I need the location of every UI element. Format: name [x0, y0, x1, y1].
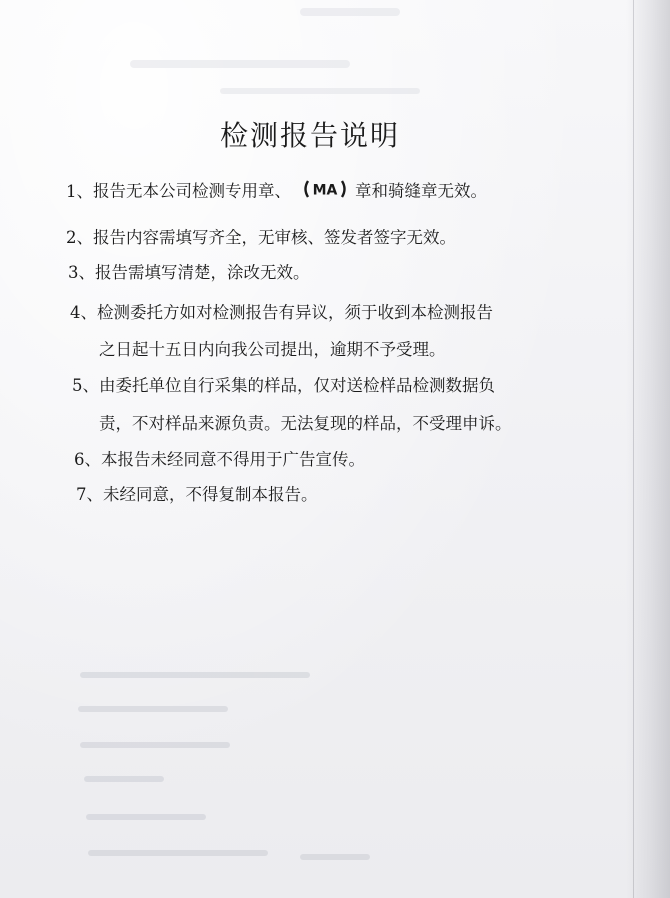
- notice-item-6: [74, 449, 365, 471]
- item-number: 1、: [66, 181, 93, 201]
- notice-item-2: [66, 227, 456, 249]
- svg-text:MA: MA: [312, 182, 338, 199]
- notice-item-3: [68, 262, 310, 284]
- item-number: 4、: [70, 303, 97, 322]
- item-text: 报告需填写清楚，涂改无效。: [95, 263, 310, 282]
- notice-item-4: [70, 302, 493, 324]
- item-text: 本报告未经同意不得用于广告宣传。: [101, 450, 365, 469]
- cma-seal-icon: [301, 178, 349, 206]
- item-number: 3、: [68, 263, 95, 282]
- item-text: 之日起十五日内向我公司提出，逾期不予受理。: [99, 340, 446, 359]
- notice-item-5-continuation: [99, 413, 512, 435]
- item-text: 责，不对样品来源负责。无法复现的样品，不受理申诉。: [99, 414, 512, 433]
- notice-item-5: [72, 375, 495, 397]
- notice-item-4-continuation: [99, 339, 446, 361]
- item-number: 2、: [66, 228, 93, 247]
- item-text: 检测委托方如对检测报告有异议，须于收到本检测报告: [97, 303, 493, 322]
- document-title: 检测报告说明: [219, 119, 400, 152]
- item-text: 报告内容需填写齐全，无审核、签发者签字无效。: [93, 228, 456, 247]
- item-text: 由委托单位自行采集的样品，仅对送检样品检测数据负: [99, 376, 495, 395]
- item-number: 5、: [72, 376, 99, 395]
- item-text: 未经同意，不得复制本报告。: [103, 485, 318, 504]
- page-edge-line: [633, 0, 634, 898]
- notice-item-7: [76, 484, 318, 506]
- item-text-part-a: 报告无本公司检测专用章、: [93, 181, 291, 201]
- item-number: 6、: [74, 450, 101, 469]
- item-text-part-b: 章和骑缝章无效。: [355, 181, 487, 201]
- item-number: 7、: [76, 485, 103, 504]
- notice-item-1: [66, 178, 487, 206]
